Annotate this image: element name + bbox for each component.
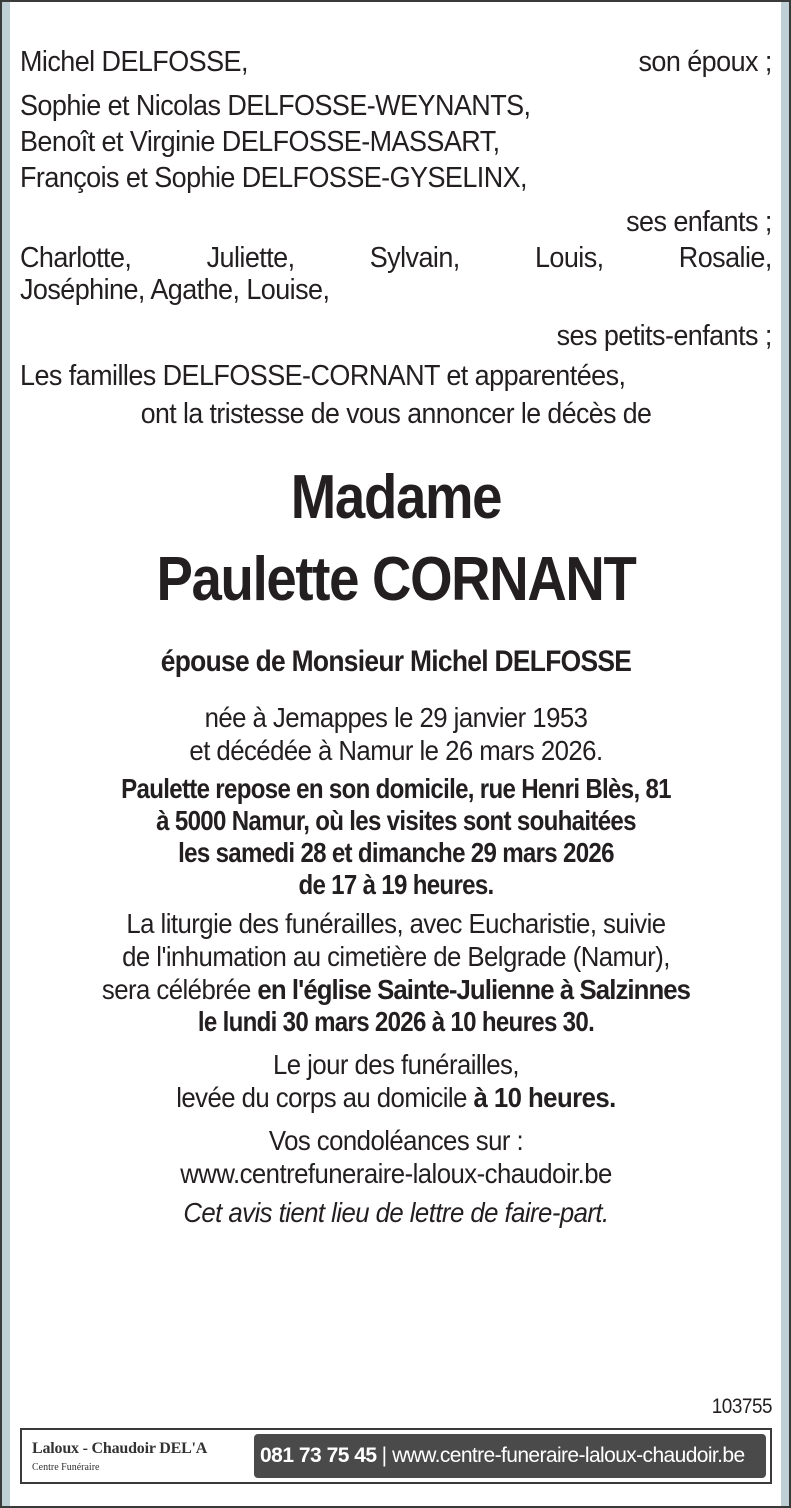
death-line: et décédée à Namur le 26 mars 2026. [189, 735, 603, 766]
deceased-title: Madame [290, 463, 502, 532]
funeral-church: en l'église Sainte-Julienne à Salzinnes [257, 974, 691, 1005]
logo-name: Laloux - Chaudoir DEL'A [32, 1439, 208, 1457]
departure-line-1: Le jour des funérailles, [273, 1049, 519, 1080]
spouse-row [20, 44, 772, 80]
child-1: Sophie et Nicolas DELFOSSE-WEYNANTS, [20, 90, 531, 122]
grandchild: Juliette, [206, 242, 295, 274]
funeral-home-logo [22, 1440, 262, 1473]
spouse-of-line: épouse de Monsieur Michel DELFOSSE [160, 645, 632, 678]
condolences-label: Vos condoléances sur : [268, 1125, 524, 1156]
phone-number[interactable]: 081 73 75 45 [260, 1444, 377, 1467]
grandchild: Charlotte, [20, 242, 132, 274]
funeral-home-footer [20, 1428, 772, 1484]
spouse-name: Michel DELFOSSE, [20, 46, 248, 78]
funeral-line-2: de l'inhumation au cimetière de Belgrade (Namur), [122, 941, 670, 972]
contact-banner [254, 1434, 766, 1478]
visitation-line-1: Paulette repose en son domicile, rue Henri Blès, 81 [121, 773, 671, 804]
visitation-line-4: de 17 à 19 heures. [298, 869, 494, 900]
child-3: François et Sophie DELFOSSE-GYSELINX, [20, 162, 527, 194]
child-2: Benoît et Virginie DELFOSSE-MASSART, [20, 126, 500, 158]
departure-line-2 [50, 1081, 742, 1114]
announcement-line: ont la tristesse de vous annoncer le décès de [140, 398, 652, 430]
closing-note: Cet avis tient lieu de lettre de faire-part. [183, 1197, 609, 1228]
departure-normal: levée du corps au domicile [176, 1082, 474, 1113]
right-border [781, 2, 791, 1506]
grandchildren-line-1 [20, 242, 772, 274]
funeral-line-3 [50, 973, 742, 1006]
grandchild: Sylvain, [369, 242, 460, 274]
grandchildren-relation: ses petits-enfants ; [556, 320, 772, 352]
footer-url[interactable]: www.centre-funeraire-laloux-chaudoir.be [392, 1444, 745, 1467]
reference-number: 103755 [711, 1395, 772, 1418]
separator: | [381, 1444, 388, 1467]
logo-subtitle: Centre Funéraire [32, 1461, 100, 1473]
grandchild: Rosalie, [678, 242, 772, 274]
families-line: Les familles DELFOSSE-CORNANT et apparentées, [20, 360, 626, 392]
funeral-line-1: La liturgie des funérailles, avec Eucharistie, suivie [126, 908, 666, 939]
visitation-line-2: à 5000 Namur, où les visites sont souhaitées [156, 805, 636, 836]
obituary-content [20, 2, 772, 1229]
condolences-url[interactable]: www.centrefuneraire-laloux-chaudoir.be [180, 1158, 612, 1189]
grandchild: Louis, [534, 242, 604, 274]
funeral-line-3-normal: sera célébrée [101, 974, 258, 1005]
funeral-date: le lundi 30 mars 2026 à 10 heures 30. [197, 1006, 595, 1037]
birth-line: née à Jemappes le 29 janvier 1953 [204, 702, 588, 733]
grandchildren-line-2: Joséphine, Agathe, Louise, [20, 274, 330, 306]
deceased-name: Paulette CORNANT [156, 545, 636, 614]
children-relation: ses enfants ; [626, 206, 772, 238]
visitation-line-3: les samedi 28 et dimanche 29 mars 2026 [178, 837, 614, 868]
departure-time: à 10 heures. [473, 1082, 616, 1113]
spouse-relation: son époux ; [638, 46, 772, 78]
left-border [0, 2, 10, 1506]
